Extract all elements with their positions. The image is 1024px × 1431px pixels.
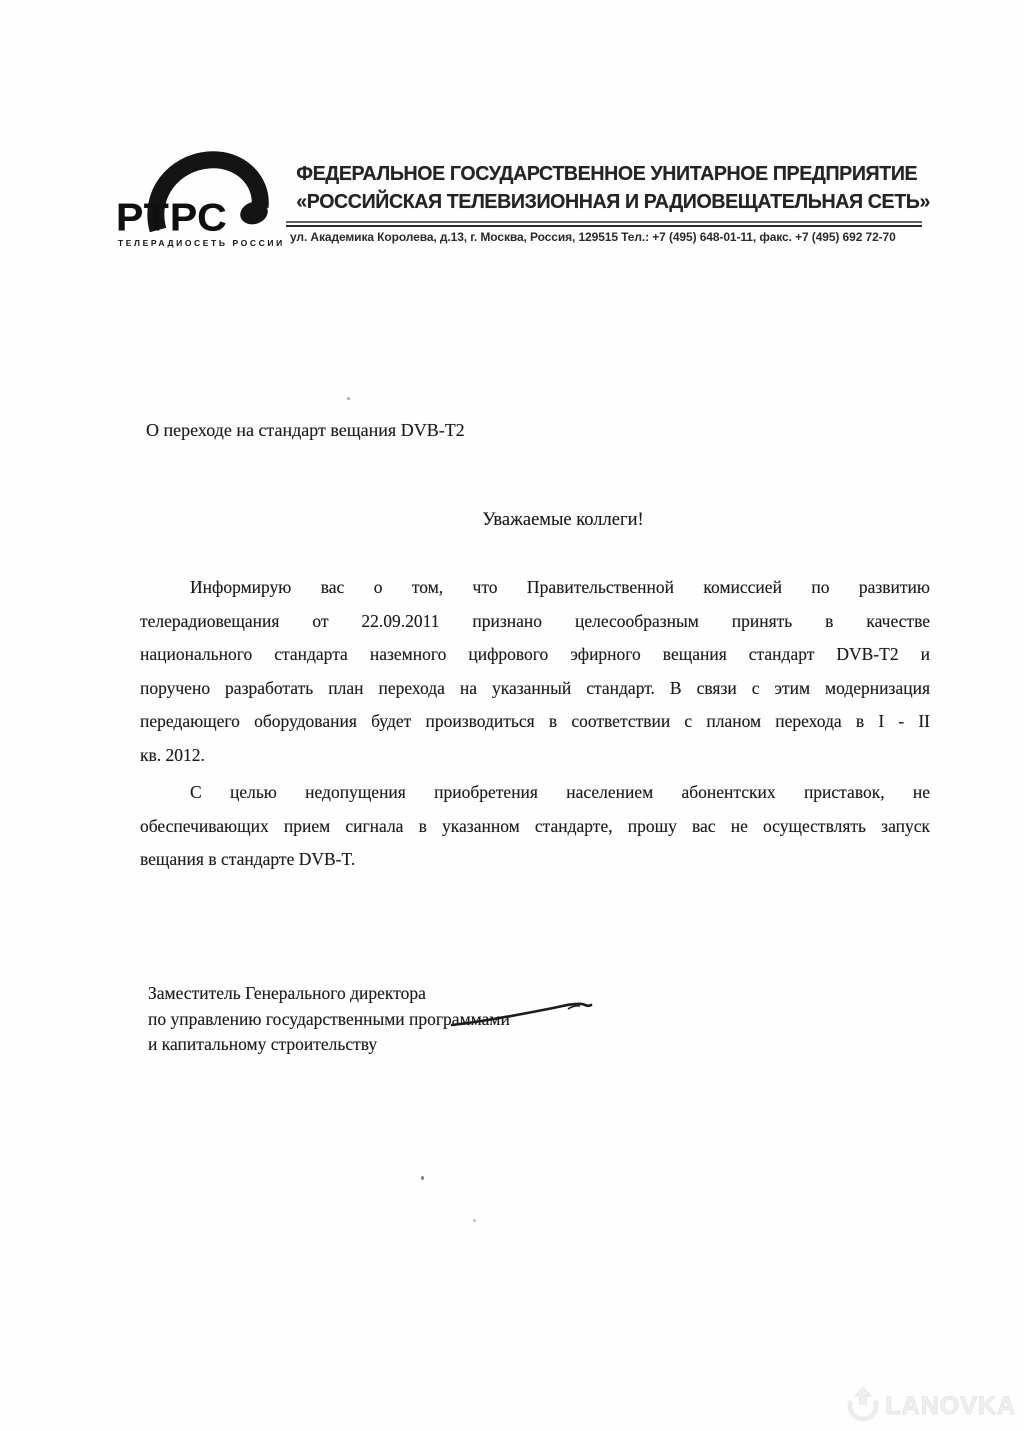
paragraph-2 — [140, 776, 930, 877]
organization-name — [290, 163, 930, 214]
body-line: обеспечивающих прием сигнала в указанном стандарте, прошу вас не осуществлять запуск — [140, 815, 930, 836]
body-line: поручено разработать план перехода на указанный стандарт. В связи с этим модернизация — [140, 677, 930, 698]
letterhead-address: ул. Академика Королева, д.13, г. Москва, Россия, 129515 Тел.: +7 (495) 648-01-11, факс. +7 (495) 692 72-70 — [290, 230, 896, 244]
letterhead-rule — [286, 225, 922, 227]
body-line: вещания в стандарте DVB-T. — [140, 849, 356, 870]
scan-speck — [421, 1176, 424, 1180]
logo-tagline: ТЕЛЕРАДИОСЕТЬ РОССИИ — [118, 238, 285, 248]
signature-title-line: Заместитель Генерального директора — [148, 983, 426, 1003]
body-line: кв. 2012. — [140, 744, 205, 765]
signature-block — [148, 981, 510, 1058]
watermark-text: LANOVKA — [885, 1391, 1016, 1420]
scan-speck — [473, 1219, 476, 1222]
organization-name-line1: ФЕДЕРАЛЬНОЕ ГОСУДАРСТВЕННОЕ УНИТАРНОЕ ПРЕДПРИЯТИЕ — [296, 163, 918, 185]
body-line: С целью недопущения приобретения населением абонентских приставок, не — [190, 782, 930, 802]
body-line: телерадиовещания от 22.09.2011 признано целесообразным принять в качестве — [140, 610, 930, 631]
letterhead-rule-top — [286, 221, 922, 223]
logo-abbr: РТРС — [116, 195, 228, 239]
signature-title-line: по управлению государственными программами — [148, 1008, 510, 1029]
body-line: национального стандарта наземного цифрового эфирного вещания стандарт DVB-T2 и — [140, 644, 930, 665]
handwritten-signature-stroke — [448, 999, 598, 1031]
ulanovka-watermark — [843, 1385, 1016, 1427]
salutation: Уважаемые коллеги! — [482, 510, 644, 530]
subject-line: О переходе на стандарт вещания DVB-T2 — [146, 420, 465, 440]
paragraph-1 — [140, 571, 930, 773]
scan-speck — [347, 397, 350, 400]
body-line: Информирую вас о том, что Правительственной комиссией по развитию — [190, 577, 930, 597]
rtrs-logo — [116, 150, 291, 265]
organization-name-line2: «РОССИЙСКАЯ ТЕЛЕВИЗИОННАЯ И РАДИОВЕЩАТЕЛЬНАЯ СЕТЬ» — [296, 191, 930, 213]
signature-title-line: и капитальному строительству — [148, 1034, 378, 1054]
body-line: передающего оборудования будет производиться в соответствии с планом перехода в I - II — [140, 711, 930, 732]
ulanovka-u-arrow-icon — [843, 1385, 883, 1427]
